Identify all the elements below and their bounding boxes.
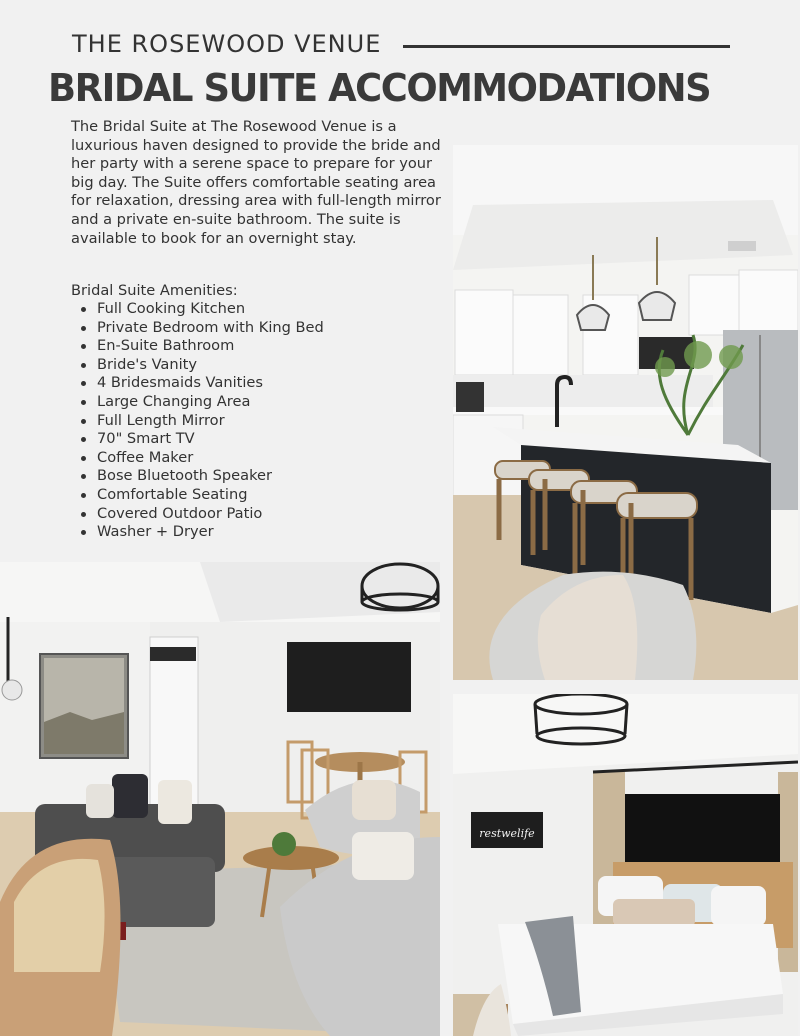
amenity-item: En-Suite Bathroom	[71, 337, 324, 356]
amenity-item: Full Length Mirror	[71, 412, 324, 431]
amenity-item: Private Bedroom with King Bed	[71, 319, 324, 338]
bedroom-photo	[453, 694, 798, 1036]
amenity-item: 4 Bridesmaids Vanities	[71, 374, 324, 393]
amenity-item: Full Cooking Kitchen	[71, 300, 324, 319]
venue-name: THE ROSEWOOD VENUE	[72, 30, 382, 58]
amenity-item: 70" Smart TV	[71, 430, 324, 449]
amenities-list	[71, 300, 324, 542]
header-divider	[403, 45, 730, 48]
bedroom-sign-text: restwelife	[479, 827, 535, 840]
amenity-item: Bride's Vanity	[71, 356, 324, 375]
amenity-item: Large Changing Area	[71, 393, 324, 412]
amenity-item: Covered Outdoor Patio	[71, 505, 324, 524]
kitchen-photo	[453, 145, 798, 680]
suite-description: The Bridal Suite at The Rosewood Venue is a luxurious haven designed to provide the bride and her party with a serene space to prepare for your big day. The Suite offers comfortable seating area for relaxation, dressing area with full-length mirror and a private en-suite bathroom. The suite is available to book for an overnight stay.	[71, 118, 441, 247]
living-room-photo	[0, 562, 440, 1036]
amenities-title: Bridal Suite Amenities:	[71, 282, 238, 299]
amenity-item: Washer + Dryer	[71, 523, 324, 542]
amenity-item: Coffee Maker	[71, 449, 324, 468]
amenity-item: Comfortable Seating	[71, 486, 324, 505]
amenity-item: Bose Bluetooth Speaker	[71, 467, 324, 486]
page-title: BRIDAL SUITE ACCOMMODATIONS	[48, 66, 711, 110]
